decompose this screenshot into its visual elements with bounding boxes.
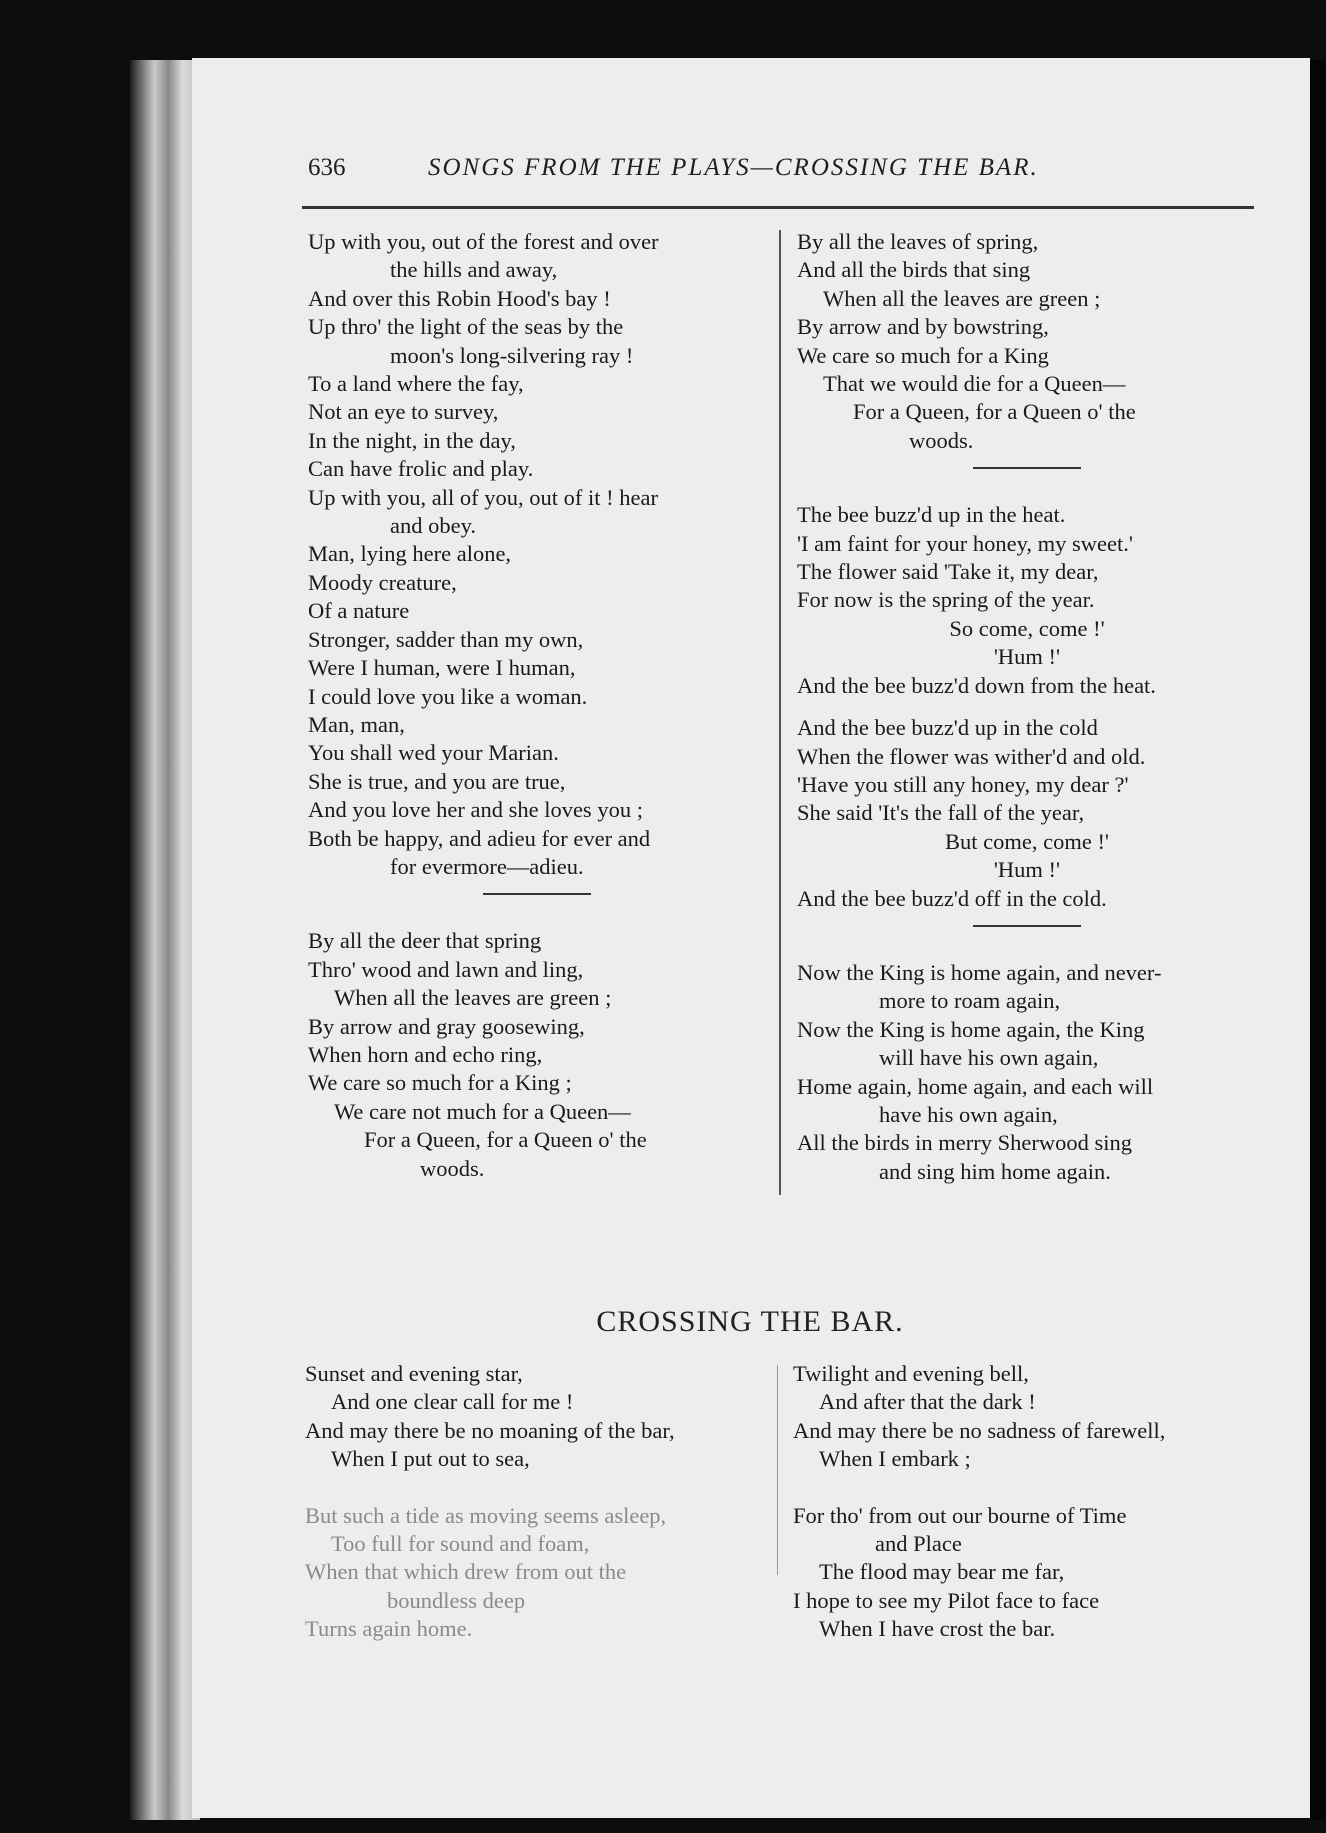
verse-line: She is true, and you are true, [308,768,566,794]
verse-line: Stronger, sadder than my own, [308,626,584,652]
crossing-right-column [793,1360,1263,1644]
verse-line: We care so much for a King ; [308,1070,572,1096]
verse-line: And over this Robin Hood's bay ! [308,285,611,311]
verse-line: And one clear call for me ! [331,1389,574,1415]
verse-line: moon's long-silvering ray ! [390,342,634,368]
verse-line: the hills and away, [390,257,558,283]
page-number: 636 [308,154,346,181]
poem-stanza-bee-cold [797,714,1257,913]
poem-title: CROSSING THE BAR. [596,1305,904,1338]
verse-line: By arrow and gray goosewing, [308,1013,585,1039]
verse-line: Twilight and evening bell, [793,1361,1029,1386]
verse-line: But come, come !' [944,828,1109,854]
verse-line: Not an eye to survey, [308,399,499,425]
verse-line: And the bee buzz'd down from the heat. [797,672,1156,698]
verse-line: And may there be no moaning of the bar, [305,1417,675,1443]
verse-line: When I put out to sea, [331,1446,530,1472]
verse-line: You shall wed your Marian. [308,740,559,766]
poem-stanza-deer [308,927,766,1183]
running-title: SONGS FROM THE PLAYS—CROSSING THE BAR. [428,154,1039,181]
verse-line: Can have frolic and play. [308,456,534,482]
verse-line: 'Have you still any honey, my dear ?' [797,771,1129,797]
verse-line: woods. [420,1155,485,1181]
verse-line: And you love her and she loves you ; [308,797,643,823]
section-separator [973,467,1081,469]
verse-line: But such a tide as moving seems asleep, [305,1502,667,1528]
verse-line: The bee buzz'd up in the heat. [797,502,1066,528]
verse-line: 'Hum !' [993,857,1061,883]
crossing-left-column [305,1360,765,1644]
book-spine-edge [130,60,200,1820]
verse-line: Thro' wood and lawn and ling, [308,956,584,982]
verse-line: have his own again, [879,1101,1058,1127]
verse-line: will have his own again, [879,1045,1099,1071]
verse-line: The flood may bear me far, [819,1559,1065,1585]
verse-line: For a Queen, for a Queen o' the [364,1127,647,1153]
header-rule [302,206,1254,209]
verse-line: Up with you, out of the forest and over [308,229,659,254]
verse-line: She said 'It's the fall of the year, [797,800,1085,826]
poem-stanza-king-home [797,959,1257,1186]
verse-line: In the night, in the day, [308,427,516,453]
verse-line: boundless deep [387,1587,526,1613]
verse-line: Of a nature [308,598,410,624]
verse-line: Both be happy, and adieu for ever and [308,825,651,851]
verse-line: Now the King is home again, and never- [797,959,1162,985]
verse-line: When the flower was wither'd and old. [797,743,1146,769]
verse-line: When I have crost the bar. [819,1616,1056,1642]
verse-line: woods. [909,427,974,453]
verse-line: When all the leaves are green ; [823,285,1101,311]
poem-stanza-leaves [797,228,1257,455]
verse-line: And may there be no sadness of farewell, [793,1417,1166,1443]
verse-line: For now is the spring of the year. [797,587,1095,613]
verse-line: Too full for sound and foam, [331,1531,590,1557]
verse-line: So come, come !' [949,615,1105,641]
verse-line: All the birds in merry Sherwood sing [797,1130,1132,1156]
verse-line: The flower said 'Take it, my dear, [797,559,1099,585]
verse-line: Up with you, all of you, out of it ! hear [308,484,658,510]
verse-line: Moody creature, [308,569,457,595]
verse-line: And the bee buzz'd up in the cold [797,715,1098,741]
column-divider-lower [777,1365,778,1575]
section-separator [973,925,1081,927]
poem-stanza-bee-heat [797,501,1257,700]
verse-line: Turns again home. [305,1616,473,1642]
verse-line: When I embark ; [819,1446,971,1472]
verse-line: When that which drew from out the [305,1559,627,1585]
verse-line: I could love you like a woman. [308,683,588,709]
verse-line: For tho' from out our bourne of Time [793,1502,1127,1528]
verse-line: For a Queen, for a Queen o' the [853,399,1136,425]
verse-line: And after that the dark ! [819,1389,1036,1415]
verse-line: We care so much for a King [797,342,1049,368]
verse-line: And the bee buzz'd off in the cold. [797,885,1107,911]
verse-line: 'I am faint for your honey, my sweet.' [797,530,1133,556]
verse-line: for evermore—adieu. [390,853,584,879]
verse-line: and obey. [390,513,477,539]
right-column [797,228,1257,1186]
verse-line: When horn and echo ring, [308,1041,543,1067]
verse-line: To a land where the fay, [308,371,524,397]
verse-line: Now the King is home again, the King [797,1016,1145,1042]
verse-line: And all the birds that sing [797,257,1031,283]
page-header [308,150,1258,190]
verse-line: Sunset and evening star, [305,1361,523,1386]
verse-line: and Place [875,1531,962,1557]
section-separator [483,893,591,895]
verse-line: I hope to see my Pilot face to face [793,1587,1100,1613]
verse-line: 'Hum !' [993,644,1061,670]
verse-line: Home again, home again, and each will [797,1073,1154,1099]
poem-stanza-robin-hood [308,228,766,881]
verse-line: By arrow and by bowstring, [797,314,1049,340]
verse-line: We care not much for a Queen— [334,1098,631,1124]
verse-line: By all the leaves of spring, [797,229,1039,254]
verse-line: That we would die for a Queen— [823,371,1126,397]
column-divider [779,230,781,1195]
page-edge-shadow [1310,60,1326,1820]
verse-line: Man, man, [308,711,405,737]
verse-line: more to roam again, [879,988,1061,1014]
verse-line: and sing him home again. [879,1158,1111,1184]
verse-line: Man, lying here alone, [308,541,512,567]
verse-line: By all the deer that spring [308,928,542,954]
left-column [308,228,766,1183]
verse-line: Up thro' the light of the seas by the [308,314,624,340]
verse-line: When all the leaves are green ; [334,985,612,1011]
verse-line: Were I human, were I human, [308,655,576,681]
